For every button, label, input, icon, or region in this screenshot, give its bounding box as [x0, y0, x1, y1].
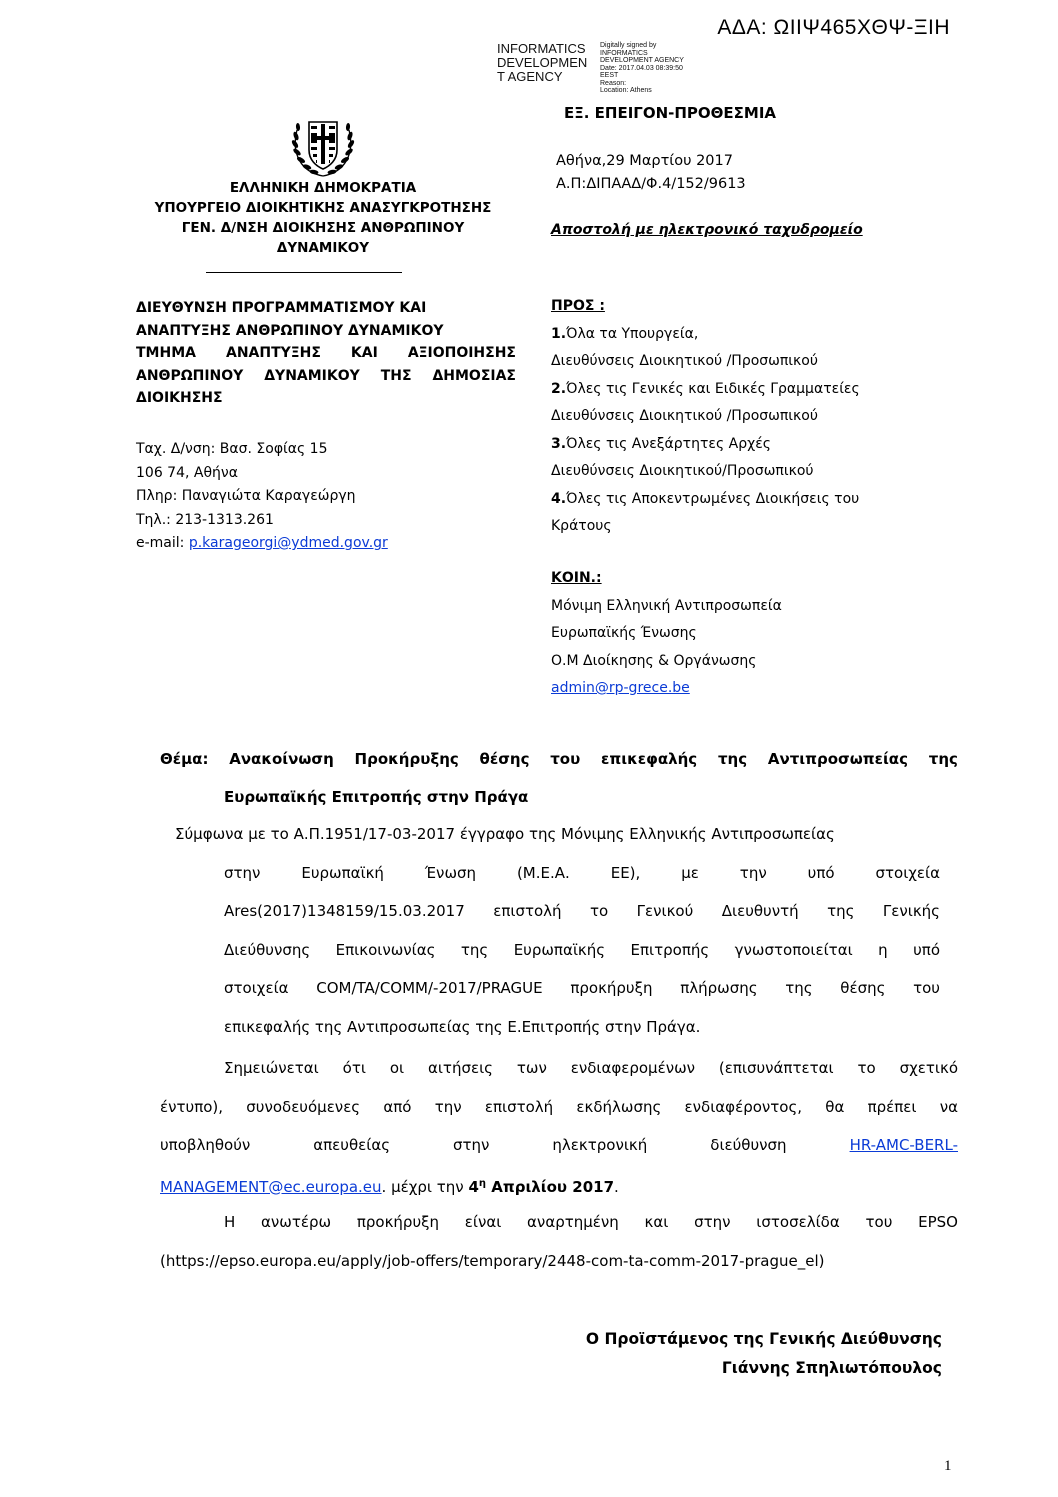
subject-word: Αντιπροσωπείας — [767, 750, 909, 768]
signature-detail-line: Reason: — [600, 79, 627, 87]
subject-word: Προκήρυξης — [354, 750, 459, 768]
signature-org-line: T AGENCY — [497, 69, 563, 84]
body-paragraph-1 — [160, 815, 958, 1046]
issuer-line: ΓΕΝ. Δ/ΝΣΗ ΔΙΟΙΚΗΣΗΣ ΑΝΘΡΩΠΙΝΟΥ — [181, 220, 465, 236]
subject-word: της — [717, 750, 748, 768]
deadline-day: 4 — [468, 1177, 479, 1196]
paragraph-line: Η ανωτέρω προκήρυξη είναι αναρτημένη και στην ιστοσελίδα του EPSO — [224, 1213, 958, 1231]
recipient-sub: Διευθύνσεις Διοικητικού/Προσωπικού — [551, 463, 814, 479]
recipient-number: 4. — [551, 490, 567, 507]
signatory-name: Γιάννης Σπηλιωτόπουλος — [721, 1359, 942, 1377]
recipient-item — [551, 431, 860, 459]
date-reference — [556, 150, 746, 196]
cc-line: Ευρωπαϊκής Ένωσης — [551, 625, 697, 641]
subject-word: Ανακοίνωση — [229, 750, 334, 768]
submission-email-link[interactable]: MANAGEMENT@ec.europa.eu — [160, 1177, 382, 1196]
paragraph-line: Διεύθυνσης Επικοινωνίας της Ευρωπαϊκής Επιτροπής γνωστοποιείται η υπό — [224, 940, 940, 959]
signature-detail-line: Location: Athens — [600, 87, 652, 94]
paragraph-line: Σημειώνεται ότι οι αιτήσεις των ενδιαφερομένων (επισυνάπτεται το σχετικό — [224, 1059, 958, 1077]
greek-coat-of-arms-emblem — [287, 110, 359, 182]
department-block — [136, 297, 516, 410]
recipient-number: 3. — [551, 435, 567, 452]
cc-block — [551, 565, 782, 703]
signature-detail-line: INFORMATICS — [600, 49, 648, 57]
paragraph-line: επικεφαλής της Αντιπροσωπείας της Ε.Επιτροπής στην Πράγα. — [224, 1017, 701, 1036]
contact-city: 106 74, Αθήνα — [136, 464, 238, 481]
paragraph-line: έντυπο), συνοδευόμενες από την επιστολή εκδήλωσης ενδιαφέροντος, θα πρέπει να — [160, 1097, 958, 1116]
recipient-title: Όλες τις Ανεξάρτητες Αρχές — [566, 435, 771, 452]
digital-signature-stamp — [497, 42, 827, 98]
signature-detail-line: DEVELOPMENT AGENCY — [600, 57, 684, 64]
signature-org-line: DEVELOPMEN — [497, 55, 588, 70]
department-line: ΔΙΟΙΚΗΣΗΣ — [136, 390, 223, 406]
contact-address: Ταχ. Δ/νση: Βασ. Σοφίας 15 — [136, 441, 328, 457]
paragraph-line — [160, 1126, 958, 1165]
recipient-item — [551, 376, 860, 404]
protocol-number: Α.Π:ΔΙΠΑΑΔ/Φ.4/152/9613 — [556, 176, 746, 192]
recipients-heading: ΠΡΟΣ : — [551, 298, 605, 314]
recipients-block — [551, 293, 860, 541]
urgency-label: ΕΞ. ΕΠΕΙΓΟΝ-ΠΡΟΘΕΣΜΙΑ — [564, 104, 777, 122]
paragraph-line: στοιχεία COM/TA/COMM/-2017/PRAGUE προκήρυξη πλήρωσης της θέσης του — [224, 979, 940, 997]
subject-word: του — [550, 750, 581, 768]
signature-detail-line: EEST — [600, 72, 619, 79]
recipient-sub: Κράτους — [551, 518, 612, 534]
department-line: ΑΝΑΠΤΥΞΗΣ ΑΝΘΡΩΠΙΝΟΥ ΔΥΝΑΜΙΚΟΥ — [136, 322, 444, 339]
recipient-title: Όλες τις Γενικές και Ειδικές Γραμματείες — [566, 380, 860, 397]
body-paragraph-2 — [160, 1049, 958, 1206]
signature-org — [497, 42, 587, 84]
deadline-suffix: η — [478, 1177, 487, 1189]
paragraph-line: στην Ευρωπαϊκή Ένωση (Μ.Ε.Α. ΕΕ), με την υπό στοιχεία — [224, 863, 940, 882]
contact-person: Πληρ: Παναγιώτα Καραγεώργη — [136, 488, 356, 504]
contact-email-row — [136, 532, 388, 556]
recipient-sub: Διευθύνσεις Διοικητικού /Προσωπικού — [551, 408, 818, 424]
department-line: ΑΝΘΡΩΠΙΝΟΥ ΔΥΝΑΜΙΚΟΥ ΤΗΣ ΔΗΜΟΣΙΑΣ — [136, 367, 516, 384]
subject-block — [160, 740, 958, 816]
recipient-title: Όλες τις Αποκεντρωμένες Διοικήσεις του — [566, 490, 860, 507]
issuer-line: ΕΛΛΗΝΙΚΗ ΔΗΜΟΚΡΑΤΙΑ — [229, 180, 417, 196]
cc-email-link[interactable]: admin@rp-grece.be — [551, 680, 690, 696]
paragraph-text: . — [614, 1177, 619, 1196]
contact-block — [136, 438, 388, 556]
department-line: ΤΜΗΜΑ ΑΝΑΠΤΥΞΗΣ ΚΑΙ ΑΞΙΟΠΟΙΗΣΗΣ — [136, 345, 516, 361]
paragraph-line: Ares(2017)1348159/15.03.2017 επιστολή το Γενικού Διευθυντή της Γενικής — [224, 902, 940, 920]
document-date: Αθήνα,29 Μαρτίου 2017 — [556, 153, 733, 169]
signature-org-line: INFORMATICS — [497, 41, 586, 56]
signature-detail-line: Date: 2017.04.03 08:39:50 — [600, 64, 683, 72]
contact-phone: Τηλ.: 213-1313.261 — [136, 511, 274, 528]
contact-email-label: e-mail: — [136, 535, 189, 551]
cc-heading: ΚΟΙΝ.: — [551, 570, 602, 586]
subject-word: θέσης — [479, 750, 530, 768]
paragraph-line: (https://epso.europa.eu/apply/job-offers/temporary/2448-com-ta-comm-2017-prague_el) — [160, 1251, 825, 1270]
submission-email-link[interactable]: HR-AMC-BERL- — [849, 1136, 958, 1154]
signature-details — [600, 42, 684, 95]
recipient-number: 1. — [551, 325, 567, 342]
subject-line — [160, 740, 958, 778]
paragraph-text: . μέχρι την — [381, 1177, 469, 1196]
send-mode-note: Αποστολή με ηλεκτρονικό ταχυδρομείο — [551, 222, 863, 238]
issuer-line: ΔΥΝΑΜΙΚΟΥ — [276, 240, 370, 256]
page-number: 1 — [944, 1458, 952, 1474]
body-paragraph-3 — [160, 1203, 958, 1280]
paragraph-line — [160, 1165, 958, 1207]
recipient-number: 2. — [551, 380, 567, 397]
subject-word: της — [928, 750, 958, 768]
paragraph-text: υποβληθούν απευθείας στην ηλεκτρονική διεύθυνση — [160, 1136, 787, 1154]
recipient-item — [551, 321, 860, 349]
subject-line: Ευρωπαϊκής Επιτροπής στην Πράγα — [224, 788, 529, 806]
subject-label: Θέμα: — [160, 750, 209, 768]
header-divider — [206, 272, 402, 273]
department-line: ΔΙΕΥΘΥΝΣΗ ΠΡΟΓΡΑΜΜΑΤΙΣΜΟΥ ΚΑΙ — [136, 300, 427, 316]
recipient-item — [551, 486, 860, 514]
signatory-role: Ο Προϊστάμενος της Γενικής Διεύθυνσης — [585, 1330, 942, 1348]
subject-word: επικεφαλής — [601, 750, 698, 768]
issuer-line: ΥΠΟΥΡΓΕΙΟ ΔΙΟΙΚΗΤΙΚΗΣ ΑΝΑΣΥΓΚΡΟΤΗΣΗΣ — [154, 200, 492, 216]
deadline-month: Απριλίου 2017 — [486, 1177, 615, 1196]
paragraph-line: Σύμφωνα με το Α.Π.1951/17-03-2017 έγγραφο της Μόνιμης Ελληνικής Αντιπροσωπείας — [175, 825, 835, 843]
recipient-title: Όλα τα Υπουργεία, — [566, 325, 699, 342]
recipient-sub: Διευθύνσεις Διοικητικού /Προσωπικού — [551, 353, 818, 369]
issuer-header — [133, 178, 513, 258]
signature-detail-line: Digitally signed by — [600, 42, 657, 49]
signature-block — [560, 1325, 942, 1383]
cc-line: Ο.Μ Διοίκησης & Οργάνωσης — [551, 652, 757, 669]
contact-email-link[interactable]: p.karageorgi@ydmed.gov.gr — [188, 535, 388, 551]
cc-line: Μόνιμη Ελληνική Αντιπροσωπεία — [551, 597, 782, 614]
ada-code: ΑΔΑ: ΩΙΙΨ465ΧΘΨ-ΞΙΗ — [717, 16, 950, 39]
